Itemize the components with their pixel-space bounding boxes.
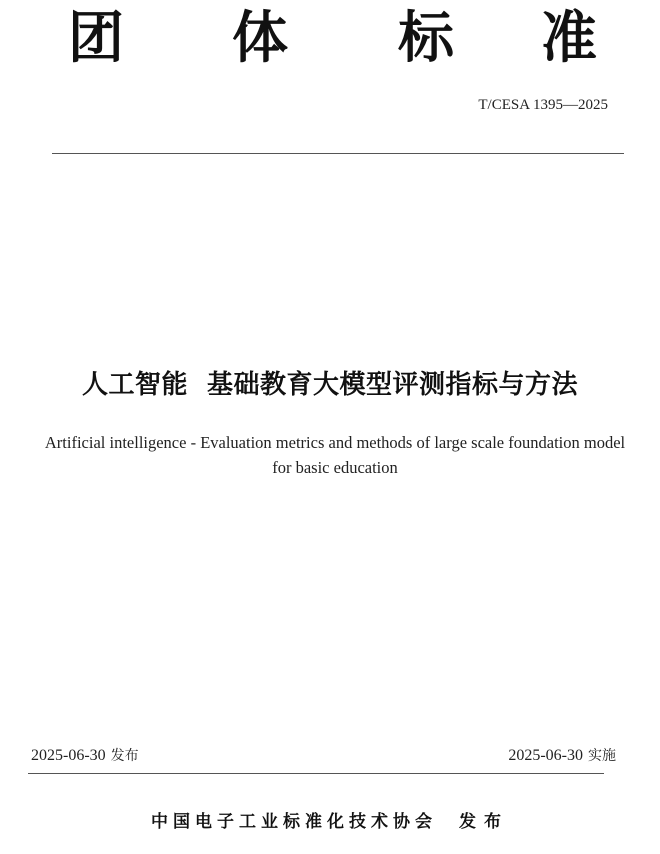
implementation-date: 2025-06-30 (508, 747, 583, 764)
document-type-heading (0, 6, 660, 76)
heading-char-2: 体 (232, 6, 288, 71)
release-label: 发布 (110, 748, 139, 764)
implementation-date-block (508, 745, 616, 767)
publisher-name: 中国电子工业标准化技术协会 (151, 812, 437, 832)
chinese-title: 人工智能 基础教育大模型评测指标与方法 (81, 370, 579, 400)
standard-number: T/CESA 1395—2025 (478, 97, 608, 113)
bottom-divider (28, 773, 604, 774)
publisher-line (0, 809, 660, 835)
heading-char-4: 准 (541, 6, 597, 71)
english-title: Artificial intelligence - Evaluation metrics and methods of large scale foundation model for basic education (44, 433, 626, 477)
heading-char-3: 标 (398, 6, 454, 71)
release-date-block (31, 745, 139, 767)
implementation-label: 实施 (588, 748, 616, 764)
top-divider (52, 153, 624, 154)
publisher-action: 发布 (459, 812, 509, 832)
heading-char-1: 团 (68, 6, 124, 71)
release-date: 2025-06-30 (31, 747, 106, 764)
